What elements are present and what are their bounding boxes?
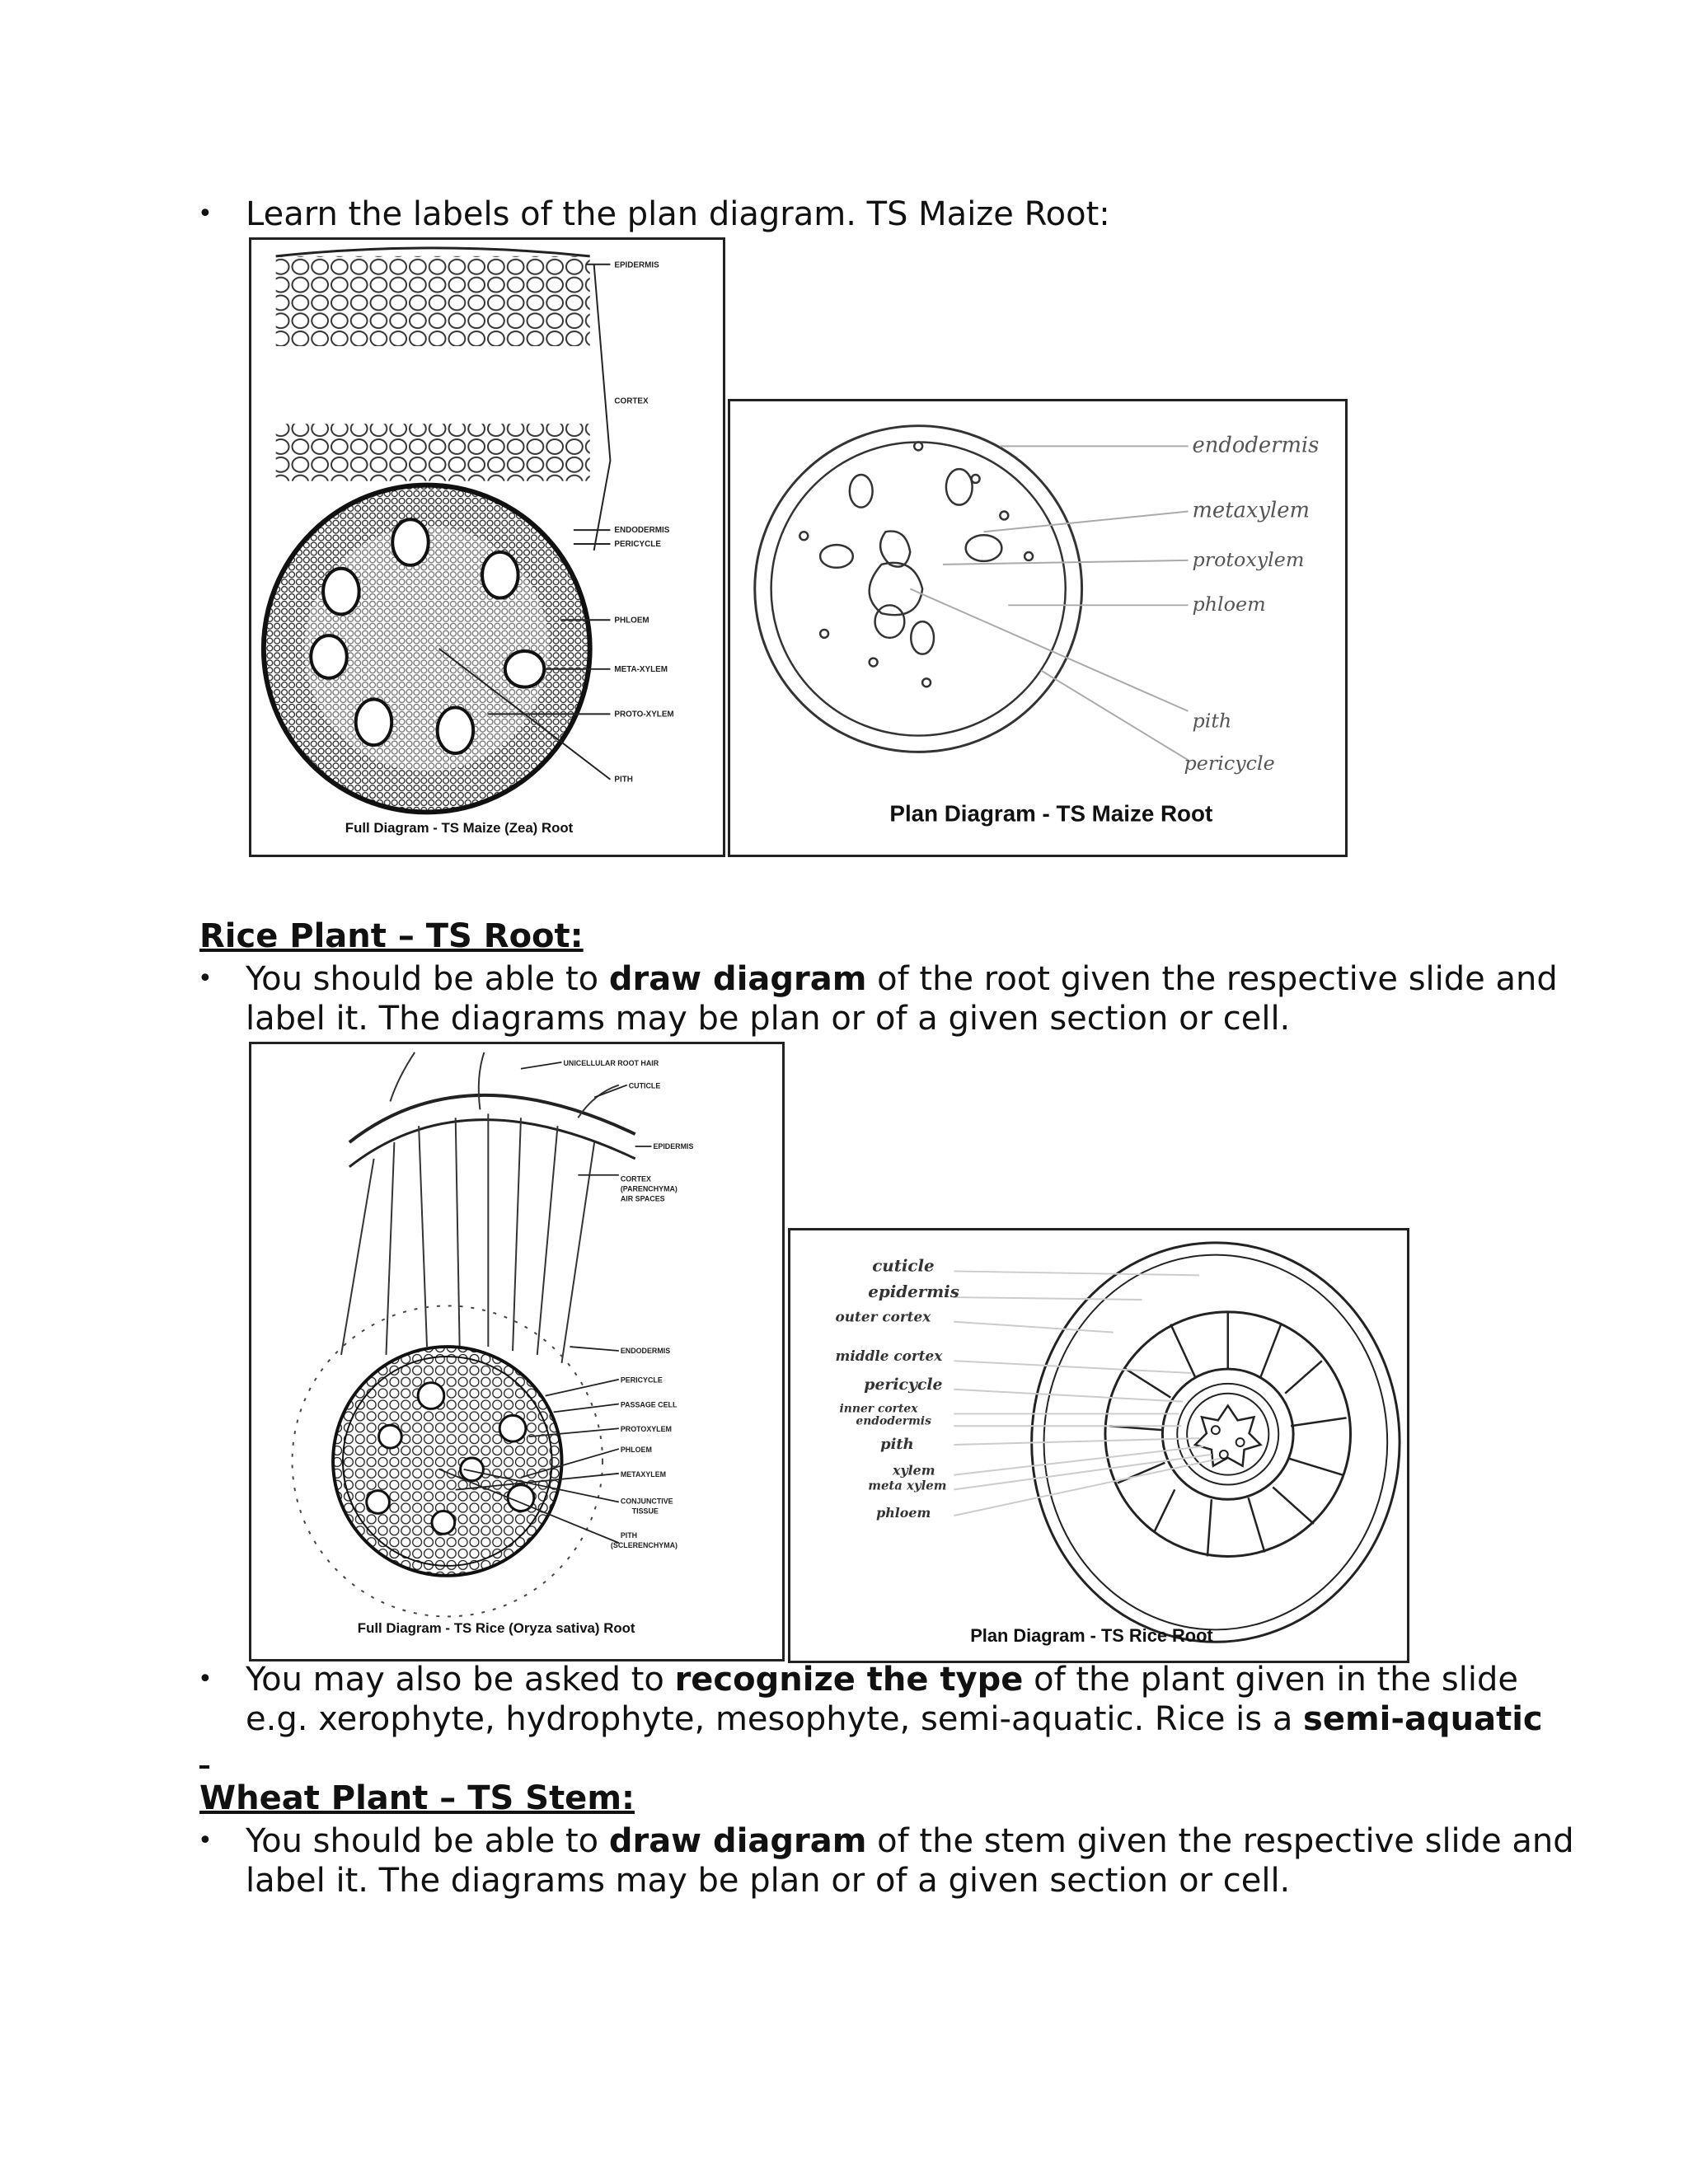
maize-label-pith: PITH xyxy=(614,775,633,785)
maize-label-cortex: CORTEX xyxy=(614,396,649,406)
maize-plan-label-pith: pith xyxy=(1192,709,1232,733)
rice-full-caption: Full Diagram - TS Rice (Oryza sativa) Root xyxy=(357,1620,635,1637)
maize-label-endodermis: ENDODERMIS xyxy=(614,526,670,536)
rice-plan-label-phloem: phloem xyxy=(876,1505,931,1521)
rice-plan-label-outer-cortex: outer cortex xyxy=(835,1308,931,1325)
rice-label-cortex: CORTEX xyxy=(620,1174,651,1183)
rice-plan-caption: Plan Diagram - TS Rice Root xyxy=(970,1625,1213,1647)
rice-plan-label-pith: pith xyxy=(880,1435,914,1453)
rice-plan-label-epidermis: epidermis xyxy=(868,1282,959,1302)
rice-label-tissue: TISSUE xyxy=(631,1507,659,1516)
maize-plan-label-phloem: phloem xyxy=(1192,593,1266,616)
maize-intro-text: Learn the labels of the plan diagram. TS Maize Root: xyxy=(246,195,1110,233)
rice-bullet-2-line-2: e.g. xerophyte, hydrophyte, mesophyte, semi-aquatic. Rice is a semi-aquatic xyxy=(246,1700,1543,1738)
rice-plan-diagram xyxy=(788,1228,1409,1663)
rice-full-diagram xyxy=(249,1042,785,1661)
maize-plan-label-protoxylem: protoxylem xyxy=(1192,547,1305,571)
maize-label-epidermis: EPIDERMIS xyxy=(614,260,659,270)
maize-plan-label-pericycle: pericycle xyxy=(1184,752,1275,776)
bullet-marker: • xyxy=(198,199,213,228)
maize-full-caption: Full Diagram - TS Maize (Zea) Root xyxy=(345,820,574,837)
rice-label-root-hair: UNICELLULAR ROOT HAIR xyxy=(563,1058,659,1067)
rice-label-conjunctive: CONJUNCTIVE xyxy=(620,1497,673,1506)
rice-label-protoxylem: PROTOXYLEM xyxy=(620,1425,672,1434)
rice-plan-label-xylem: xylem xyxy=(893,1462,935,1479)
maize-label-metaxylem: META-XYLEM xyxy=(614,664,668,674)
stray-mark xyxy=(199,1765,209,1769)
rice-label-epidermis: EPIDERMIS xyxy=(653,1141,694,1151)
rice-label-passage-cell: PASSAGE CELL xyxy=(620,1400,678,1409)
rice-plan-label-pericycle: pericycle xyxy=(864,1375,943,1394)
bullet-marker: • xyxy=(198,964,213,993)
rice-label-endodermis: ENDODERMIS xyxy=(620,1346,671,1355)
maize-label-pericycle: PERICYCLE xyxy=(614,539,661,550)
rice-label-cuticle: CUTICLE xyxy=(628,1081,661,1090)
rice-bullet-1-line-2: label it. The diagrams may be plan or of a given section or cell. xyxy=(246,1000,1291,1038)
rice-label-sclerenchyma: (SCLERENCHYMA) xyxy=(610,1541,678,1550)
rice-label-metaxylem: METAXYLEM xyxy=(620,1469,667,1479)
maize-plan-label-endodermis: endodermis xyxy=(1192,433,1320,458)
rice-label-pith: PITH xyxy=(620,1531,638,1540)
maize-label-protoxylem: PROTO-XYLEM xyxy=(614,710,674,719)
maize-label-phloem: PHLOEM xyxy=(614,616,649,626)
rice-bullet-1-line-1: You should be able to draw diagram of the root given the respective slide and xyxy=(246,960,1558,998)
bullet-marker: • xyxy=(198,1665,213,1694)
rice-plan-label-meta-xylem: meta xylem xyxy=(868,1478,947,1493)
rice-label-pericycle: PERICYCLE xyxy=(620,1376,663,1385)
rice-plan-label-cuticle: cuticle xyxy=(872,1255,935,1276)
maize-plan-label-metaxylem: metaxylem xyxy=(1192,498,1311,523)
rice-plan-label-inner-cortex: inner cortex xyxy=(839,1402,918,1416)
rice-plan-label-middle-cortex: middle cortex xyxy=(835,1347,943,1365)
maize-plan-caption: Plan Diagram - TS Maize Root xyxy=(889,800,1213,827)
maize-full-diagram xyxy=(249,237,725,857)
rice-plan-label-endodermis: endodermis xyxy=(856,1414,931,1428)
maize-plan-diagram xyxy=(728,399,1348,857)
rice-label-phloem: PHLOEM xyxy=(620,1446,652,1455)
wheat-heading: Wheat Plant – TS Stem: xyxy=(199,1779,635,1817)
wheat-bullet-1-line-1: You should be able to draw diagram of the stem given the respective slide and xyxy=(246,1822,1574,1860)
rice-bullet-2-line-1: You may also be asked to recognize the type of the plant given in the slide xyxy=(246,1661,1518,1699)
wheat-bullet-1-line-2: label it. The diagrams may be plan or of a given section or cell. xyxy=(246,1862,1291,1900)
bullet-marker: • xyxy=(198,1826,213,1855)
rice-heading: Rice Plant – TS Root: xyxy=(199,917,584,955)
rice-label-parenchyma: (PARENCHYMA) xyxy=(620,1184,678,1193)
rice-label-air-spaces: AIR SPACES xyxy=(620,1194,665,1203)
